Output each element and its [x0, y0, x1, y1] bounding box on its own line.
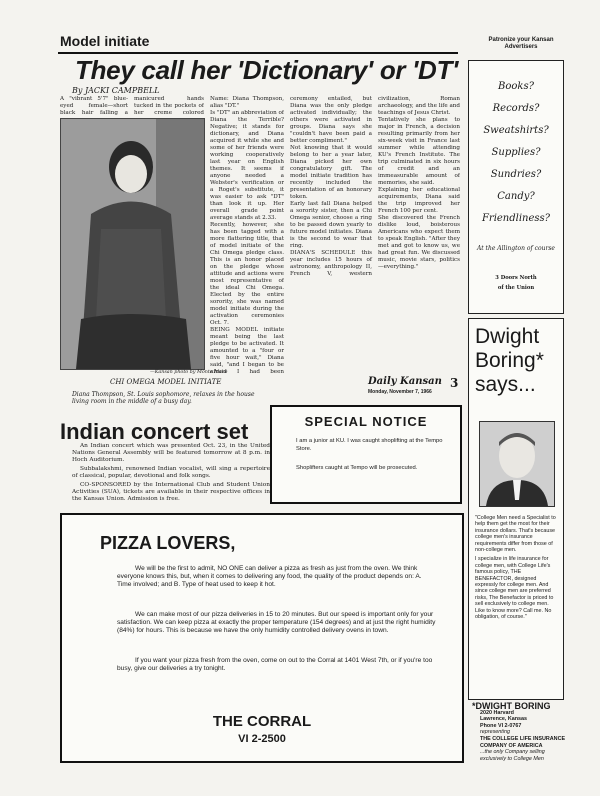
- portrait-photo-graphic: [61, 119, 204, 369]
- byline: By JACKI CAMPBELL: [72, 86, 160, 95]
- paragraph: Subbalakshmi, renowned Indian vocalist, will sing a repertoire of classical, popular, devotional and folk songs.: [72, 466, 270, 479]
- paragraph: Explaining her educational acquirements, Diana said the trip improved her French 100 per cent.: [378, 187, 460, 214]
- allington-ad: [468, 60, 564, 314]
- shop-item-sweatshirts: Sweatshirts?: [483, 125, 549, 136]
- shop-item-books: Books?: [498, 81, 534, 92]
- company-name: THE COLLEGE LIFE INSURANCE COMPANY OF AMERICA: [480, 735, 566, 749]
- notice-line-2: Shoplifters caught at Tempo will be prosecuted.: [296, 465, 418, 471]
- photo-caption-text: Diana Thompson, St. Louis sophomore, relaxes in the house living room in the middle of a busy day.: [72, 391, 255, 405]
- phone-line: Phone VI 2-0767: [480, 722, 522, 729]
- headline: They call her 'Dictionary' or 'DT': [75, 55, 458, 85]
- patronize-note: Patronize your Kansan Advertisers: [488, 37, 554, 50]
- address-line-2: Lawrence, Kansas: [480, 716, 528, 723]
- signature-name: *DWIGHT BORING: [472, 701, 551, 711]
- article-col-3: [210, 96, 284, 374]
- paragraph: Not knowing that it would belong to her a year later, Diana picked her own congratulatory gift. The model initiate tradition has recently included the presentation of an honorary token.: [290, 145, 372, 200]
- paragraph: I specialize in life insurance for college men, with College Life's famous policy, THE BENEFACTOR, designed expressly for college men. And since college men are preferred risks, The Benefactor is priced to sell exclusively to college men. Like to know more? Call me. No obligation, of course.": [475, 556, 554, 621]
- section-rule: [58, 52, 458, 54]
- corral-phone: VI 2-2500: [238, 733, 286, 745]
- shop-item-supplies: Supplies?: [491, 147, 541, 158]
- paragraph: Tentatively she plans to major in French, a decision resulting primarily from her six-week visit in France last summer while attending KU's French Institute. The trip culminated in six hours of credit and an immeasurable amount of memories, she said.: [378, 117, 460, 186]
- section-label: Model initiate: [60, 33, 150, 49]
- company-tagline: ...the only Company selling exclusively to College Men: [480, 749, 545, 762]
- paragraph: Is "DT" an abbreviation of Diana the Terrible? Negative; it stands for dictionary, and Diana acquired it while she and some of her friends were working cooperatively last year on English themes. It seems if anyone needed a Webster's verification or a Roget's substitute, it was easier to ask "DT" than look it up. Her overall grade point average stands at 2.33.: [210, 110, 284, 221]
- paragraph: An Indian concert which was presented Oct. 23, in the United Nations General Assembly will be featured tomorrow at 8 p.m. in Hoch Auditorium.: [72, 443, 270, 463]
- paragraph: Name: Diana Thompson, alias "DT.": [210, 96, 284, 109]
- article-col-4: [290, 96, 460, 374]
- shop-item-candy: Candy?: [497, 191, 535, 202]
- paragraph: ceremony entailed, but Diana was the only pledge activated individually; the others were activated in groups. Diana says she "couldn't have been paid a better compliment.": [290, 96, 372, 144]
- photo-diana: [60, 118, 205, 370]
- corral-name: THE CORRAL: [212, 713, 312, 730]
- paragraph: A "vibrant 5'7" blue-eyed female—short black hair falling a: [60, 96, 128, 116]
- address-line-1: 2020 Harvard: [480, 709, 514, 716]
- pizza-title: PIZZA LOVERS,: [100, 533, 236, 553]
- paragraph: She discovered the French dislike loud, boisterous Americans who expect them to speak English. "After they met and got to know us, we had great fun. We discussed music, movie stars, politics—everything.": [378, 215, 460, 270]
- concert-body: [72, 443, 270, 503]
- shop-item-sundries: Sundries?: [490, 169, 542, 180]
- kansan-date: Monday, November 7, 1966: [368, 389, 432, 395]
- boring-signature: [472, 703, 566, 762]
- shop-location-1: 3 Doors North: [495, 275, 537, 281]
- paragraph: manicured hands tucked in the pockets of her creme colored: [134, 96, 204, 116]
- boring-body: [475, 515, 559, 621]
- article-col-1: [60, 96, 128, 116]
- photo-credit: —Kansan photo by Monte Mace: [150, 370, 228, 375]
- kansan-title: Daily Kansan: [368, 376, 442, 387]
- page-number: 3: [450, 376, 459, 390]
- shop-item-friendliness: Friendliness?: [481, 213, 551, 224]
- paragraph: Early last fall Diana helped a sorority sister, then a Chi Omega senior, choose a ring to be passed down yearly to future model initiates. Diana is the second to wear that ring.: [290, 201, 372, 249]
- paragraph: BEING MODEL initiate meant being the last pledge to be activated. It amounted to a "four or five hour wait," Diana said, "and I began to be afraid I had been: [210, 327, 284, 374]
- notice-line-1: I am a junior at KU. I was caught shoplifting at the Tempo Store.: [296, 438, 443, 452]
- paragraph: CO-SPONSORED by the International Club and Student Union Activities (SUA), tickets are available in their respective offices in the Kansas Union. Admission is free.: [72, 482, 270, 502]
- pizza-paragraph-3: If you want your pizza fresh from the oven, come on out to the Corral at 1401 West 7th, or if you're too busy, give our deliveries a try tonight.: [117, 657, 433, 672]
- boring-name: Dwight Boring* says...: [475, 325, 544, 396]
- special-notice-ad: [270, 405, 462, 504]
- paragraph: "College Men need a Specialist to help them get the most for their insurance dollars. That's because college men's insurance requirements differ from those of non-college men.: [475, 515, 556, 554]
- portrait-graphic: [480, 422, 554, 506]
- article-col-2: [134, 96, 204, 116]
- notice-title: SPECIAL NOTICE: [304, 414, 428, 429]
- dwight-boring-ad: [468, 318, 564, 700]
- representing-label: representing: [480, 729, 510, 736]
- paragraph: DIANA'S SCHEDULE this year includes 15 hours of astronomy, anthropology II, French V, western civilization, Roman archaeology, and the life and teachings of Jesus Christ.: [290, 96, 460, 277]
- paragraph: Recently, however, she has been tagged with a more flattering title, that of model initiate of the Chi Omega pledge class. This is an honor placed on the pledge whose attitude and actions were most representative of the ideal Chi Omega. Elected by the entire sorority, she was named model initiate during the activation ceremonies Oct. 7.: [210, 222, 284, 326]
- pizza-paragraph-2: We can make most of our pizza deliveries in 15 to 20 minutes. But our speed is important only for your satisfaction. We can keep pizza at exactly the proper temperature (154 degrees) and at just the right humidity (84%) for hours. This is because we have the only humidity controlled delivery ovens in town.: [117, 611, 436, 634]
- shop-location-2: of the Union: [497, 285, 535, 291]
- shop-item-records: Records?: [492, 103, 540, 114]
- concert-headline: Indian concert set: [60, 419, 249, 444]
- photo-caption-title: CHI OMEGA MODEL INITIATE: [110, 378, 222, 386]
- shop-sign: At the Allington of course: [477, 245, 555, 252]
- pizza-ad: [60, 513, 464, 763]
- pizza-paragraph-1: We will be the first to admit, NO ONE can deliver a pizza as fresh as just from the oven. We think everyone knows this, but, when it comes to delivering any food, the quality of the product depends on: A. Time involved; and B. Type of heat used to keep it hot.: [117, 565, 422, 588]
- portrait-boring: [479, 421, 555, 507]
